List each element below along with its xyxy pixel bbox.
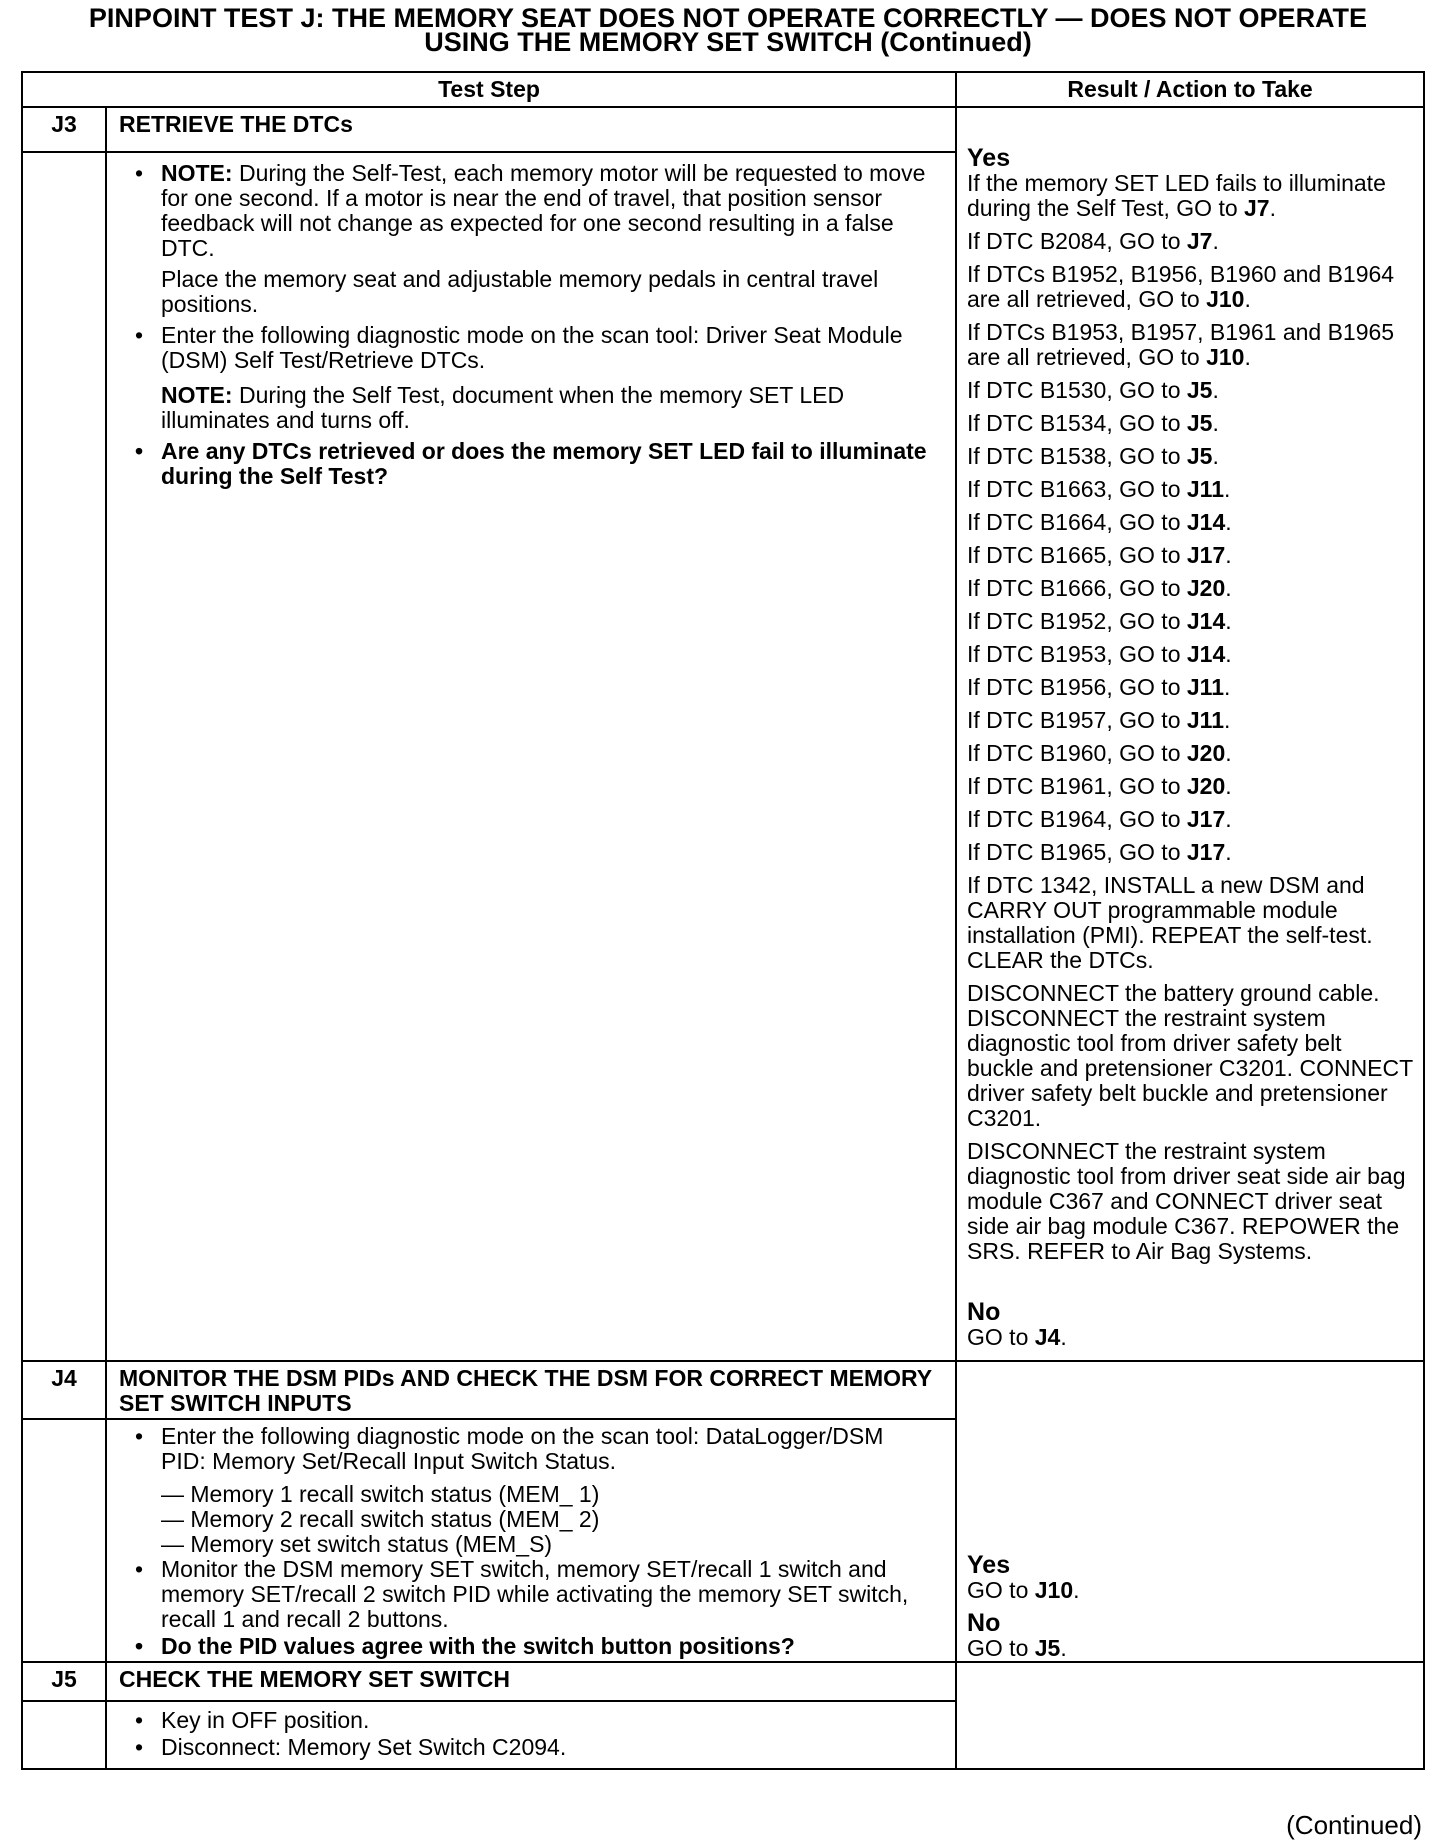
j3-note-2 [161,383,927,433]
j3-result-target: J20 [1186,575,1226,601]
j3-result-text: If DTC B1664, GO to [967,509,1187,535]
j3-result-text: If DTC B1961, GO to [967,773,1187,799]
header-result: Result / Action to Take [956,72,1424,107]
j3-result-text: If DTCs B1952, B1956, B1960 and B1964 are all retrieved, GO to [967,261,1395,312]
j3-no-target: J4 [1034,1324,1061,1350]
j3-no-result: GO to J4. [967,1324,1067,1350]
step-j5-title: CHECK THE MEMORY SET SWITCH [106,1662,956,1701]
step-j5-id: J5 [22,1662,106,1701]
j3-result-text: If DTC B2084, GO to [967,228,1187,254]
j3-result-text: If DTC B1538, GO to [967,443,1187,469]
step-j4-title: MONITOR THE DSM PIDs AND CHECK THE DSM FOR CORRECT MEMORY SET SWITCH INPUTS [106,1361,956,1419]
j3-question: • Are any DTCs retrieved or does the memory SET LED fail to illuminate during the Self Test? [127,439,927,489]
j4-question: • Do the PID values agree with the switch button positions? [127,1634,927,1659]
step-j5-results [956,1662,1424,1769]
step-j5-title-row [22,1662,1424,1701]
j3-result-target: J14 [1186,641,1226,667]
j3-result-item: If DTC B1960, GO to J20. [967,740,1232,766]
j3-result-disconnect-2: DISCONNECT the restraint system diagnostic tool from driver seat side air bag module C367 and CONNECT driver seat side air bag module C367. REPOWER the SRS. REFER to Air Bag Systems. [967,1138,1406,1264]
j3-result-text: If DTC B1953, GO to [967,641,1187,667]
step-j4-results [956,1361,1424,1662]
j3-result-target: J5 [1186,377,1213,403]
j3-result-text: If DTC B1957, GO to [967,707,1187,733]
j4-yes-text: GO to [967,1577,1035,1603]
j3-result-text: If DTC B1952, GO to [967,608,1187,634]
j3-result-item: If DTCs B1952, B1956, B1960 and B1964 are all retrieved, GO to J10. [967,261,1395,312]
table-header-row [22,72,1424,107]
j3-result-target: J17 [1186,542,1226,568]
step-j4-id: J4 [22,1361,106,1419]
j3-result-target: J17 [1186,839,1226,865]
j5-bullet-list [127,1708,927,1760]
j4-bullet-1: • Enter the following diagnostic mode on the scan tool: DataLogger/DSM PID: Memory Set/Recall Input Switch Status. [127,1424,927,1474]
title-line-1: PINPOINT TEST J: THE MEMORY SEAT DOES NOT OPERATE CORRECTLY — DOES NOT OPERATE [88,3,1368,33]
j3-note-1-text: During the Self-Test, each memory motor will be requested to move for one second. If a motor is near the end of travel, that position sensor feedback will not change as expected for one second resulting in a false DTC. [161,160,926,262]
j3-result-text: If DTC B1965, GO to [967,839,1187,865]
j3-note-1-label: NOTE: [161,160,233,187]
j3-result-target: J20 [1186,773,1226,799]
j3-no-label: No [967,1298,1001,1326]
j3-result-target: J5 [1186,410,1213,436]
j4-no-text: GO to [967,1635,1035,1661]
pinpoint-test-table [21,71,1425,1770]
j3-result-item: If DTC B1953, GO to J14. [967,641,1232,667]
step-j4-body [106,1419,956,1662]
j3-result-item: If DTC B1957, GO to J11. [967,707,1231,733]
j3-result-text: If the memory SET LED fails to illuminate during the Self Test, GO to [967,170,1386,221]
j3-result-item: If DTC B1664, GO to J14. [967,509,1232,535]
j3-no-text: GO to [967,1324,1035,1350]
j3-result-target: J11 [1186,674,1224,700]
j3-result-text: If DTC B1956, GO to [967,674,1187,700]
j3-result-target: J10 [1206,286,1245,312]
step-j3-title-row [22,107,1424,152]
j4-dash-item: — Memory 1 recall switch status (MEM_ 1) [161,1481,600,1507]
j3-result-target: J17 [1186,806,1226,832]
j3-result-target: J11 [1186,476,1224,502]
title-line-2: USING THE MEMORY SET SWITCH (Continued) [424,27,1032,57]
step-j3-results [956,107,1424,1361]
j3-note-1 [127,161,927,261]
j3-result-item: If DTC B1961, GO to J20. [967,773,1232,799]
j3-result-dtc1342: If DTC 1342, INSTALL a new DSM and CARRY OUT programmable module installation (PMI). REPEAT the self-test. CLEAR the DTCs. [967,872,1373,973]
step-j3-id: J3 [22,107,106,152]
j4-yes-target: J10 [1034,1577,1074,1603]
j3-result-target: J7 [1186,228,1213,254]
j3-result-item: If DTC B1530, GO to J5. [967,377,1219,403]
j4-dash-list [161,1482,927,1557]
j3-result-target: J7 [1244,195,1270,221]
j3-result-text: If DTC B1964, GO to [967,806,1187,832]
j3-result-list [967,171,1413,865]
j4-no-result: GO to J5. [967,1635,1067,1661]
j3-result-item: If DTCs B1953, B1957, B1961 and B1965 are all retrieved, GO to J10. [967,319,1395,370]
j3-yes-label: Yes [967,144,1011,172]
j3-result-item: If the memory SET LED fails to illuminate during the Self Test, GO to J7. [967,170,1386,221]
j3-note-2-label: NOTE: [161,382,233,409]
j3-result-target: J11 [1186,707,1224,733]
j3-result-item: If DTC B1663, GO to J11. [967,476,1231,502]
j3-result-item: If DTC B1534, GO to J5. [967,410,1219,436]
j4-bullet-2: • Monitor the DSM memory SET switch, memory SET/recall 1 switch and memory SET/recall 2 switch PID while activating the memory SET switch, recall 1 and recall 2 buttons. [127,1557,927,1632]
j3-result-text: If DTC B1530, GO to [967,377,1187,403]
j3-result-item: If DTC B1952, GO to J14. [967,608,1232,634]
step-j3-title: RETRIEVE THE DTCs [106,107,956,152]
j4-no-label: No [967,1609,1001,1637]
j3-result-text: If DTC B1663, GO to [967,476,1187,502]
j3-result-item: If DTC B1538, GO to J5. [967,443,1219,469]
j3-bullet-2: • Enter the following diagnostic mode on the scan tool: Driver Seat Module (DSM) Self Test/Retrieve DTCs. [127,323,927,373]
j3-result-text: If DTC B1960, GO to [967,740,1187,766]
j3-result-text: If DTC B1666, GO to [967,575,1187,601]
j3-result-target: J14 [1186,509,1226,535]
j3-result-item: If DTC B1666, GO to J20. [967,575,1232,601]
page-title [0,3,1456,57]
header-test-step: Test Step [22,72,956,107]
j5-bullet: • Key in OFF position. [127,1708,927,1733]
step-j3-body [106,152,956,1361]
j3-result-text: If DTC B1665, GO to [967,542,1187,568]
step-j5-body [106,1701,956,1769]
j4-no-target: J5 [1034,1635,1061,1661]
j3-result-target: J20 [1186,740,1226,766]
j4-yes-result: GO to J10. [967,1577,1080,1603]
j3-result-item: If DTC B1956, GO to J11. [967,674,1231,700]
j3-result-text: If DTC B1534, GO to [967,410,1187,436]
j4-dash-item: — Memory 2 recall switch status (MEM_ 2) [161,1506,600,1532]
j4-yes-label: Yes [967,1551,1011,1579]
j3-result-target: J5 [1186,443,1213,469]
j3-result-text: If DTCs B1953, B1957, B1961 and B1965 are all retrieved, GO to [967,319,1395,370]
j3-result-item: If DTC B2084, GO to J7. [967,228,1219,254]
step-j4-title-row [22,1361,1424,1419]
j3-result-item: If DTC B1665, GO to J17. [967,542,1232,568]
j3-result-target: J14 [1186,608,1226,634]
j3-result-item: If DTC B1965, GO to J17. [967,839,1232,865]
j4-dash-item: — Memory set switch status (MEM_S) [161,1531,553,1557]
j3-result-disconnect-1: DISCONNECT the battery ground cable. DISCONNECT the restraint system diagnostic tool from driver safety belt buckle and pretensioner C3201. CONNECT driver safety belt buckle and pretensioner C3201. [967,980,1413,1131]
j3-para-1: Place the memory seat and adjustable memory pedals in central travel positions. [161,266,879,318]
j5-bullet: • Disconnect: Memory Set Switch C2094. [127,1735,927,1760]
continued-label: (Continued) [1286,1810,1422,1840]
j3-result-target: J10 [1206,344,1245,370]
j3-result-item: If DTC B1964, GO to J17. [967,806,1232,832]
j3-note-2-text: During the Self Test, document when the memory SET LED illuminates and turns off. [161,382,845,434]
